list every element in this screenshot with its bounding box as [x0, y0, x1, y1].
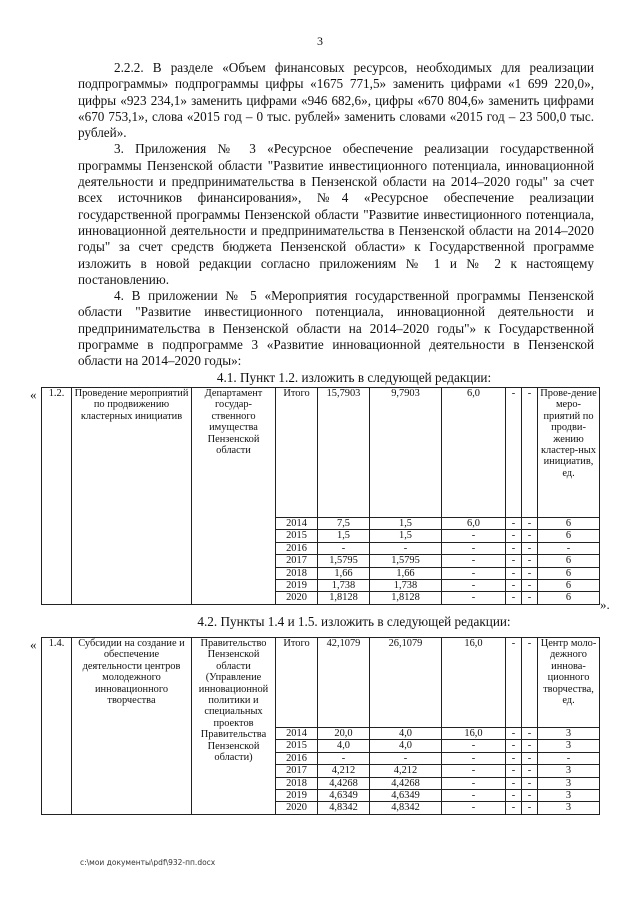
value-cell: - — [442, 567, 506, 579]
year-cell: Итого — [276, 388, 318, 518]
year-cell: 2017 — [276, 555, 318, 567]
value-cell: - — [506, 790, 522, 802]
year-cell: 2014 — [276, 728, 318, 740]
value-cell: 1,738 — [370, 580, 442, 592]
value-cell: - — [522, 740, 538, 752]
value-cell: - — [442, 580, 506, 592]
value-cell: 9,7903 — [370, 388, 442, 518]
value-cell: - — [506, 802, 522, 814]
value-cell: 4,6349 — [370, 790, 442, 802]
value-cell: - — [506, 580, 522, 592]
value-cell: - — [506, 728, 522, 740]
year-cell: 2019 — [276, 790, 318, 802]
total-cell: 4,4268 — [318, 777, 370, 789]
total-cell: 4,6349 — [318, 790, 370, 802]
value-cell: - — [506, 592, 522, 604]
indicator-cell: - — [538, 542, 600, 554]
value-cell: - — [522, 638, 538, 728]
total-cell: 7,5 — [318, 518, 370, 530]
indicator-cell: 6 — [538, 592, 600, 604]
value-cell: - — [522, 580, 538, 592]
year-cell: 2016 — [276, 752, 318, 764]
year-cell: 2014 — [276, 518, 318, 530]
indicator-cell: 6 — [538, 555, 600, 567]
year-cell: 2019 — [276, 580, 318, 592]
value-cell: 4,4268 — [370, 777, 442, 789]
file-path-footer: c:\мои документы\pdf\932-пп.docx — [80, 858, 216, 867]
indicator-cell: Центр моло-дежного иннова-ционного творчества, ед. — [538, 638, 600, 728]
value-cell: 4,212 — [370, 765, 442, 777]
value-cell: - — [442, 790, 506, 802]
quote-open-2: « — [30, 637, 37, 652]
value-cell: - — [506, 752, 522, 764]
table-item-1-2 — [41, 387, 600, 605]
value-cell: 6,0 — [442, 388, 506, 518]
value-cell: - — [370, 752, 442, 764]
item-name: Проведение мероприятий по продвижению кластерных инициатив — [72, 388, 192, 605]
indicator-cell: - — [538, 752, 600, 764]
value-cell: - — [522, 765, 538, 777]
value-cell: 1,5 — [370, 530, 442, 542]
value-cell: - — [522, 555, 538, 567]
total-cell: - — [318, 752, 370, 764]
value-cell: - — [442, 752, 506, 764]
page-number: 3 — [317, 34, 323, 48]
indicator-cell: 3 — [538, 790, 600, 802]
item-executor: Правительство Пензенской области (Управление инновационной политики и специальных проектов Правительства Пензенской области) — [192, 638, 276, 815]
value-cell: 1,5 — [370, 518, 442, 530]
value-cell: - — [522, 530, 538, 542]
value-cell: 1,5795 — [370, 555, 442, 567]
value-cell: - — [506, 740, 522, 752]
value-cell: - — [442, 530, 506, 542]
value-cell: 1,66 — [370, 567, 442, 579]
value-cell: - — [522, 388, 538, 518]
value-cell: - — [522, 802, 538, 814]
total-cell: 1,5 — [318, 530, 370, 542]
value-cell: - — [522, 728, 538, 740]
year-cell: 2020 — [276, 592, 318, 604]
quote-open-1: « — [30, 387, 37, 402]
indicator-cell: 3 — [538, 740, 600, 752]
value-cell: 16,0 — [442, 638, 506, 728]
year-cell: 2017 — [276, 765, 318, 777]
year-cell: 2018 — [276, 777, 318, 789]
value-cell: - — [506, 542, 522, 554]
total-cell: 4,212 — [318, 765, 370, 777]
value-cell: - — [442, 555, 506, 567]
value-cell: 4,8342 — [370, 802, 442, 814]
indicator-cell: 6 — [538, 567, 600, 579]
total-cell: 20,0 — [318, 728, 370, 740]
total-cell: 1,5795 — [318, 555, 370, 567]
total-cell: 1,738 — [318, 580, 370, 592]
indicator-cell: 3 — [538, 728, 600, 740]
total-cell: 42,1079 — [318, 638, 370, 728]
body-text — [78, 60, 594, 386]
item-number: 1.4. — [42, 638, 72, 815]
value-cell: - — [506, 530, 522, 542]
value-cell: - — [442, 802, 506, 814]
year-cell: 2015 — [276, 530, 318, 542]
value-cell: - — [506, 777, 522, 789]
value-cell: 26,1079 — [370, 638, 442, 728]
indicator-cell: 3 — [538, 802, 600, 814]
total-cell: 1,66 — [318, 567, 370, 579]
value-cell: - — [442, 592, 506, 604]
value-cell: - — [370, 542, 442, 554]
value-cell: - — [442, 542, 506, 554]
indicator-cell: 3 — [538, 777, 600, 789]
quote-close-1: ». — [600, 597, 610, 612]
paragraph-3: 3. Приложения № 3 «Ресурсное обеспечение реализации государственной программы Пензенской области "Развитие инвестиционного потенциала, инновационной деятельности и предпринимательства в Пензенской области на 2014–2020 годы" за счет всех источников финансирования», №4 «Ресурсное обеспечение реализации государственной программы Пензенской области "Развитие инвестиционного потенциала, инновационной деятельности и предпринимательства в Пензенской области на 2014–2020 годы" за счет средств бюджета Пензенской области» к Государственной программе изложить в новой редакции согласно приложениям № 1 и № 2 к настоящему постановлению. — [78, 141, 594, 287]
value-cell: - — [522, 567, 538, 579]
year-cell: 2015 — [276, 740, 318, 752]
value-cell: - — [522, 790, 538, 802]
total-cell: 4,0 — [318, 740, 370, 752]
value-cell: - — [442, 765, 506, 777]
value-cell: - — [506, 765, 522, 777]
value-cell: - — [442, 740, 506, 752]
value-cell: - — [506, 388, 522, 518]
value-cell: 16,0 — [442, 728, 506, 740]
total-cell: - — [318, 542, 370, 554]
value-cell: 4,0 — [370, 740, 442, 752]
value-cell: - — [522, 592, 538, 604]
indicator-cell: 6 — [538, 580, 600, 592]
value-cell: - — [442, 777, 506, 789]
value-cell: - — [506, 567, 522, 579]
value-cell: - — [506, 638, 522, 728]
item-number: 1.2. — [42, 388, 72, 605]
indicator-cell: Прове-дение меро-приятий по продви-жению кластер-ных инициатив, ед. — [538, 388, 600, 518]
indicator-cell: 6 — [538, 530, 600, 542]
year-cell: 2018 — [276, 567, 318, 579]
item-name: Субсидии на создание и обеспечение деятельности центров молодежного инновационного творчества — [72, 638, 192, 815]
year-cell: Итого — [276, 638, 318, 728]
value-cell: - — [522, 518, 538, 530]
year-cell: 2020 — [276, 802, 318, 814]
value-cell: - — [522, 777, 538, 789]
item-executor: Департамент государ-ственного имущества Пензенской области — [192, 388, 276, 605]
indicator-cell: 3 — [538, 765, 600, 777]
total-cell: 4,8342 — [318, 802, 370, 814]
paragraph-4: 4. В приложении № 5 «Мероприятия государственной программы Пензенской области "Развитие инвестиционного потенциала, инновационной деятельности и предпринимательства в Пензенской области на 2014–2020 годы"» к Государственной программе в подпрограмме 3 «Развитие инновационной деятельности в Пензенской области на 2014–2020 годы»: — [78, 288, 594, 369]
table-item-1-4 — [41, 637, 600, 815]
total-cell: 15,7903 — [318, 388, 370, 518]
value-cell: 6,0 — [442, 518, 506, 530]
indicator-cell: 6 — [538, 518, 600, 530]
year-cell: 2016 — [276, 542, 318, 554]
paragraph-2-2-2: 2.2.2. В разделе «Объем финансовых ресурсов, необходимых для реализации подпрограммы» подпрограммы цифры «1675 771,5» заменить цифрами «1 699 220,0», цифры «923 234,1» заменить цифрами «946 682,6», цифры «670 804,6» заменить цифрами «670 753,1», слова «2015 год – 0 тыс. рублей» заменить словами «2015 год – 23 500,0 тыс. рублей». — [78, 60, 594, 141]
value-cell: - — [506, 518, 522, 530]
total-cell: 1,8128 — [318, 592, 370, 604]
value-cell: 1,8128 — [370, 592, 442, 604]
value-cell: - — [522, 752, 538, 764]
body-text-2 — [78, 614, 594, 630]
value-cell: - — [522, 542, 538, 554]
value-cell: 4,0 — [370, 728, 442, 740]
value-cell: - — [506, 555, 522, 567]
subhead-4-2: 4.2. Пункты 1.4 и 1.5. изложить в следующей редакции: — [197, 614, 511, 629]
subhead-4-1: 4.1. Пункт 1.2. изложить в следующей редакции: — [216, 369, 492, 385]
